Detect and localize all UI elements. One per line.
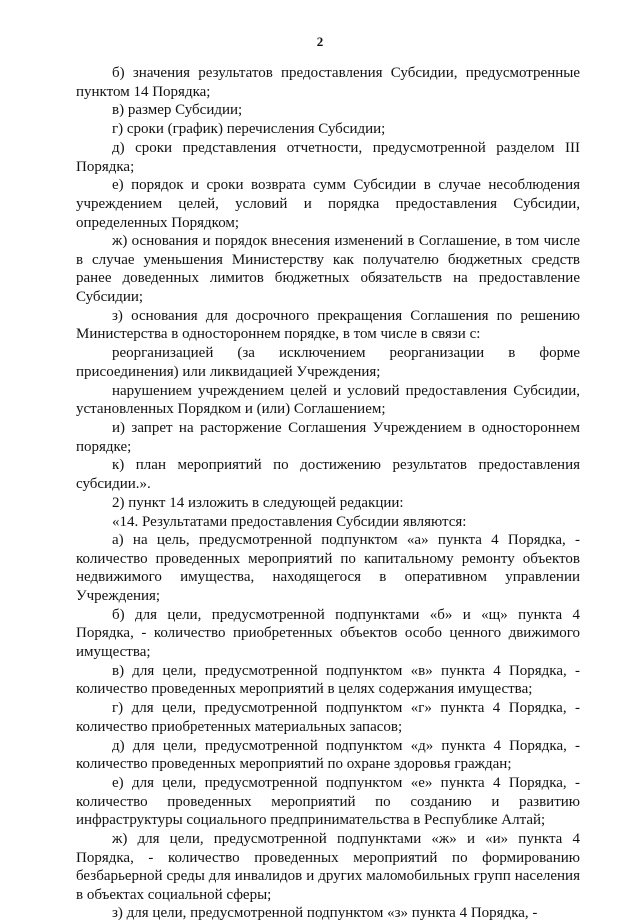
paragraph-v: в) размер Субсидии; <box>112 102 243 119</box>
paragraph-violation: нарушением учреждением целей и условий предоставления Субсидии, установленных Порядком и (или) Соглашением; <box>76 382 580 418</box>
paragraph-d: д) сроки представления отчетности, предусмотренной разделом III Порядка; <box>76 139 580 175</box>
paragraph-result-v: в) для цели, предусмотренной подпунктом «в» пункта 4 Порядка, - количество проведенных мероприятий в целях содержания имущества; <box>76 662 580 698</box>
paragraph-zh: ж) основания и порядок внесения изменений в Соглашение, в том числе в случае уменьшения Министерству как получателю бюджетных средств ранее доведенных лимитов бюджетных обязательств на предоставление Субсидии; <box>76 233 580 306</box>
paragraph-item-14-heading: «14. Результатами предоставления Субсидии являются: <box>112 513 467 530</box>
paragraph-item-2: 2) пункт 14 изложить в следующей редакции: <box>112 494 404 511</box>
paragraph-result-a: а) на цель, предусмотренной подпунктом «а» пункта 4 Порядка, - количество проведенных мероприятий по капитальному ремонту объектов недвижимого имущества, находящегося в оперативном управлении Учреждения; <box>76 532 580 605</box>
paragraph-result-b: б) для цели, предусмотренной подпунктами «б» и «щ» пункта 4 Порядка, - количество приобретенных объектов особо ценного движимого имущества; <box>76 606 580 661</box>
paragraph-g: г) сроки (график) перечисления Субсидии; <box>112 121 386 138</box>
page-number: 2 <box>316 34 324 49</box>
paragraph-b: б) значения результатов предоставления Субсидии, предусмотренные пунктом 14 Порядка; <box>76 65 580 100</box>
paragraph-result-zh: ж) для цели, предусмотренной подпунктами «ж» и «и» пункта 4 Порядка, - количество проведенных мероприятий по формированию безбарьерной среды для инвалидов и других маломобильных групп населения в объектах социальной сферы; <box>76 830 580 903</box>
paragraph-i: и) запрет на расторжение Соглашения Учреждением в одностороннем порядке; <box>76 419 580 455</box>
paragraph-result-e: е) для цели, предусмотренной подпунктом «е» пункта 4 Порядка, - количество проведенных мероприятий по созданию и развитию инфраструктуры социального предпринимательства в Республике Алтай; <box>76 774 580 829</box>
paragraph-z: з) основания для досрочного прекращения Соглашения по решению Министерства в одностороннем порядке, в том числе в связи с: <box>76 307 580 343</box>
paragraph-e: е) порядок и сроки возврата сумм Субсидии в случае несоблюдения учреждением целей, условий и порядка предоставления Субсидии, определенных Порядком; <box>76 177 580 231</box>
paragraph-result-d: д) для цели, предусмотренной подпунктом «д» пункта 4 Порядка, - количество проведенных мероприятий по охране здоровья граждан; <box>76 737 580 773</box>
paragraph-reorganization: реорганизацией (за исключением реорганизации в форме присоединения) или ликвидацией Учреждения; <box>76 345 580 380</box>
document-body <box>76 64 580 923</box>
paragraph-result-z: з) для цели, предусмотренной подпунктом «з» пункта 4 Порядка, - <box>112 905 538 922</box>
paragraph-k: к) план мероприятий по достижению результатов предоставления субсидии.». <box>76 457 580 492</box>
paragraph-result-g: г) для цели, предусмотренной подпунктом «г» пункта 4 Порядка, - количество приобретенных материальных запасов; <box>76 700 580 735</box>
